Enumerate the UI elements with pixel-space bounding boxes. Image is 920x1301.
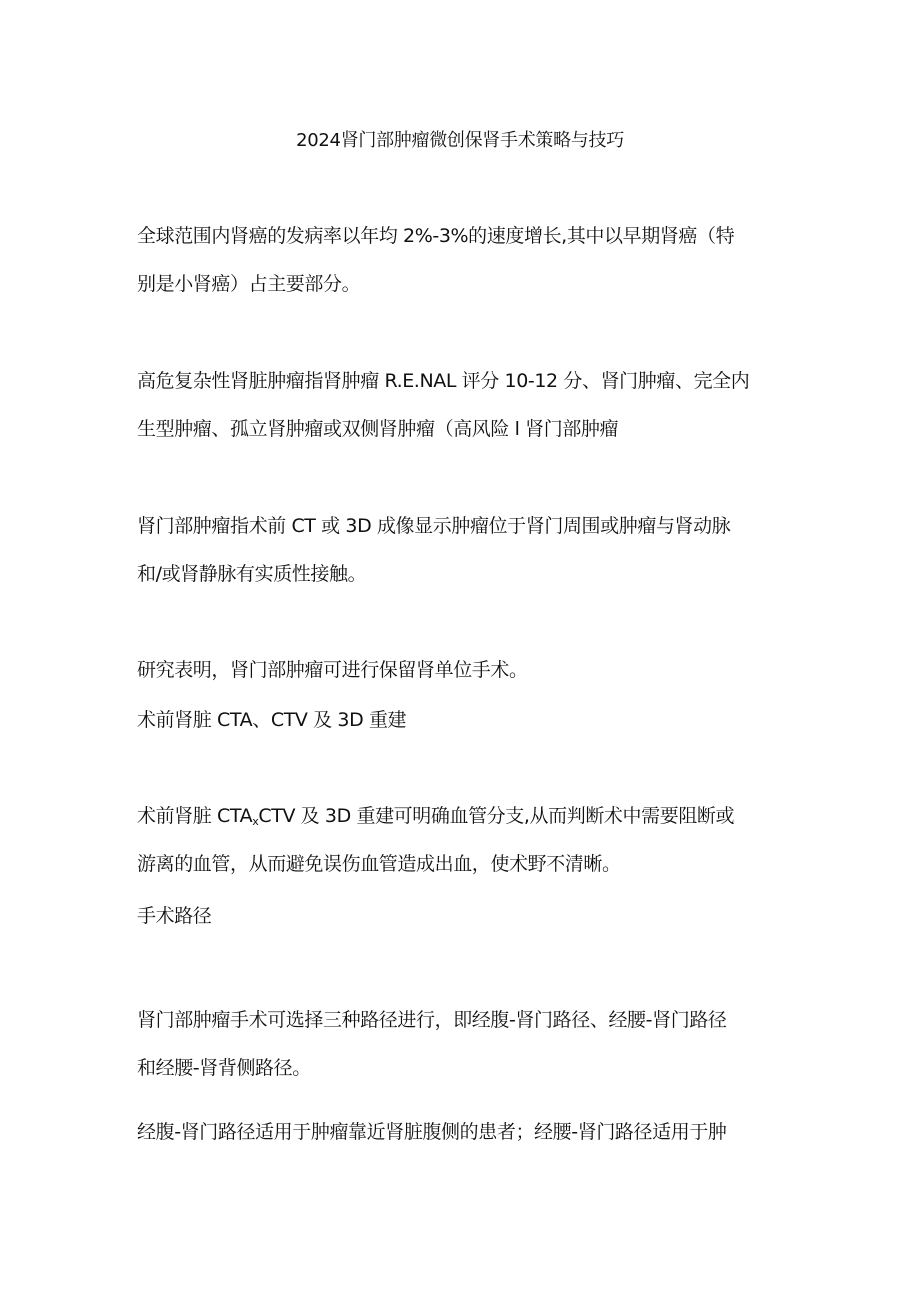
paragraph-line: 高危复杂性肾脏肿瘤指肾肿瘤 R.E.NAL 评分 10-12 分、肾门肿瘤、完全内 [137, 370, 750, 392]
cta-text-a: 术前肾脏 CTA [137, 805, 253, 827]
paragraph-line: 全球范围内肾癌的发病率以年均 2%-3%的速度增长,其中以早期肾癌（特 [137, 225, 735, 247]
paragraph-hilar-definition [137, 502, 787, 598]
paragraph-route [137, 996, 787, 1092]
paragraph-line: 和/或肾静脉有实质性接触。 [137, 563, 367, 585]
section-heading-route: 手术路径 [137, 905, 212, 927]
paragraph-line: 肾门部肿瘤手术可选择三种路径进行，即经腹-肾门路径、经腰-肾门路径 [137, 1009, 727, 1031]
cta-subscript: x [252, 815, 259, 828]
paragraph-incidence [137, 212, 787, 308]
paragraph-high-risk [137, 357, 787, 453]
cta-text-b: CTV 及 3D 重建可明确血管分支,从而判断术中需要阻断或 [258, 805, 735, 827]
paragraph-line: 肾门部肿瘤指术前 CT 或 3D 成像显示肿瘤位于肾门周围或肿瘤与肾动脉 [137, 515, 731, 537]
paragraph-line: 别是小肾癌）占主要部分。 [137, 273, 361, 295]
paragraph-line: 游离的血管，从而避免误伤血管造成出血，使术野不清晰。 [137, 853, 621, 875]
paragraph-line: 生型肿瘤、孤立肾肿瘤或双侧肾肿瘤（高风险 l 肾门部肿瘤 [137, 418, 619, 440]
paragraph-line: 和经腰-肾背侧路径。 [137, 1057, 311, 1079]
paragraph-research: 研究表明，肾门部肿瘤可进行保留肾单位手术。 [137, 659, 528, 681]
paragraph-line [137, 792, 787, 840]
paragraph-route-indications: 经腹-肾门路径适用于肿瘤靠近肾脏腹侧的患者；经腰-肾门路径适用于肿 [137, 1121, 727, 1143]
paragraph-cta [137, 792, 787, 888]
section-heading-cta: 术前肾脏 CTA、CTV 及 3D 重建 [137, 709, 407, 731]
document-title: 2024肾门部肿瘤微创保肾手术策略与技巧 [296, 130, 624, 151]
